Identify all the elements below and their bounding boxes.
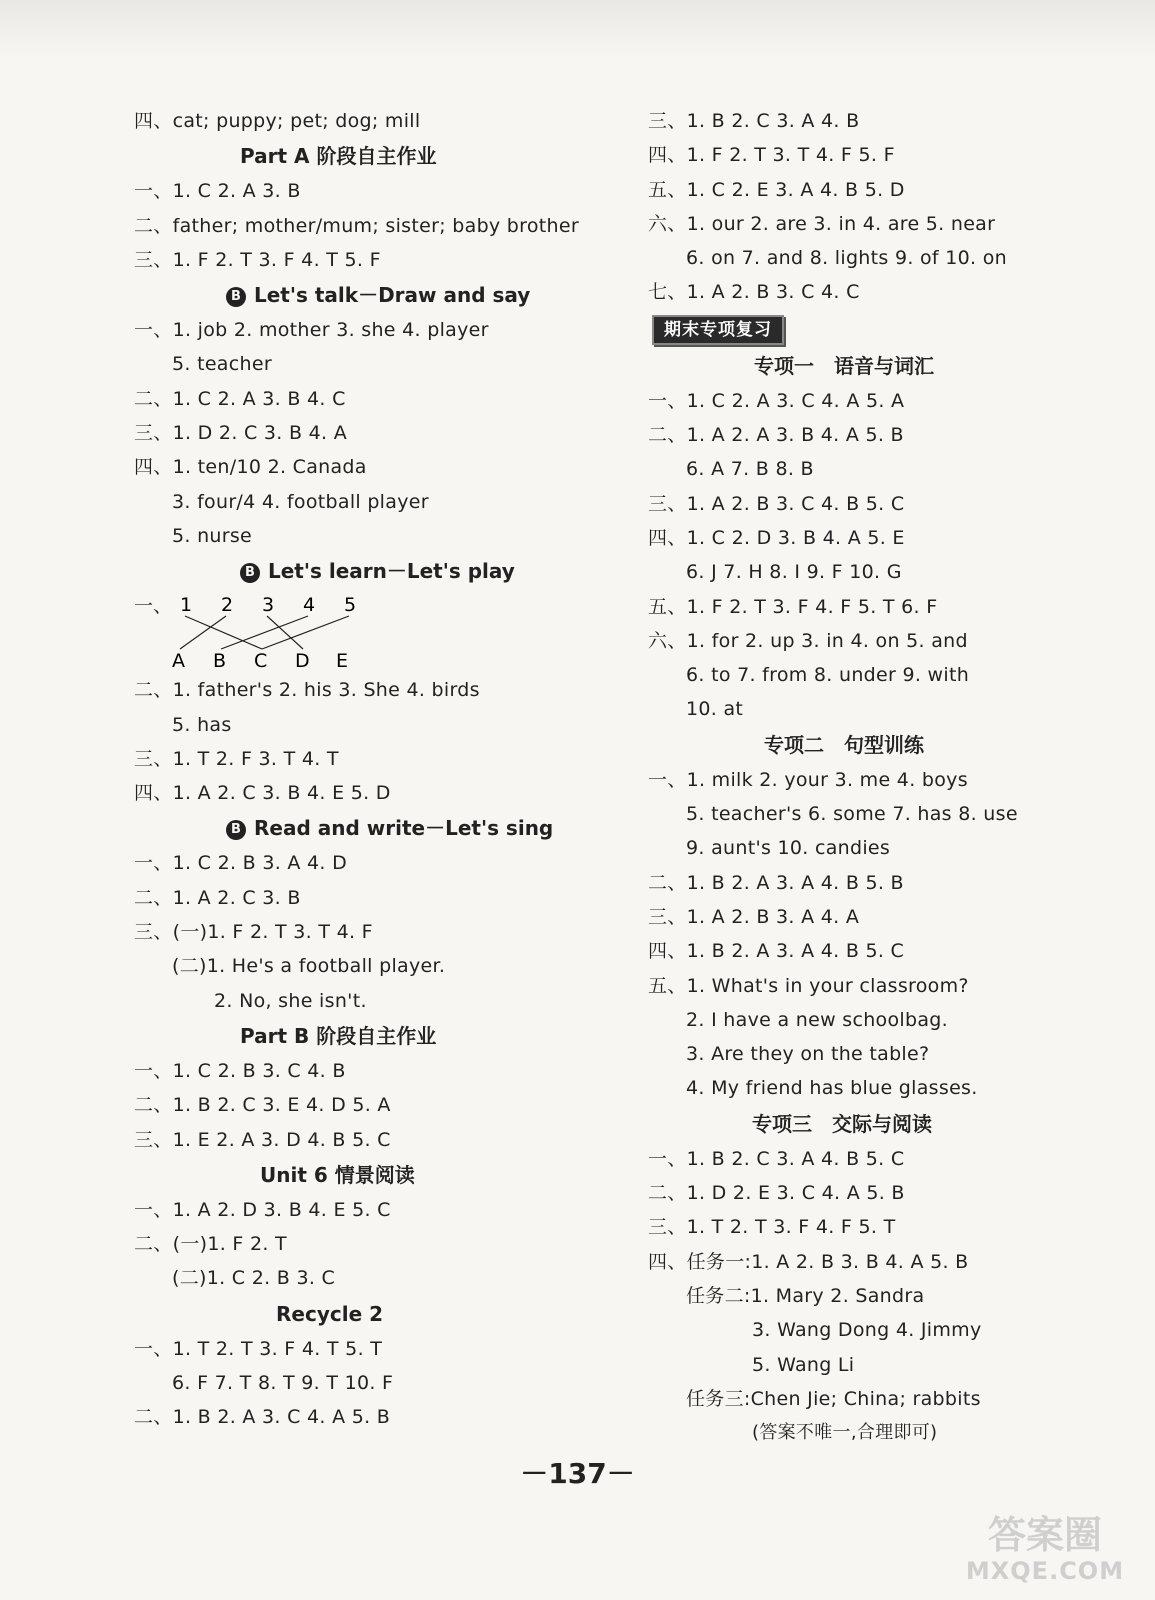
answer-line: 七、1. A 2. B 3. C 4. C (648, 281, 860, 304)
answer-line: 任务三:Chen Jie; China; rabbits (686, 1387, 981, 1410)
answer-line: 一、1. C 2. B 3. A 4. D (134, 852, 348, 875)
answer-line: 五、1. What's in your classroom? (648, 974, 969, 997)
answer-line: 四、1. ten/10 2. Canada (134, 456, 367, 479)
answer-line: 一、1. milk 2. your 3. me 4. boys (648, 768, 968, 791)
section-heading-read-and-write (134, 810, 604, 846)
answer-line: 5. nurse (172, 524, 253, 547)
page-top-shade (0, 0, 1155, 60)
answer-line: 三、1. D 2. C 3. B 4. A (134, 422, 348, 445)
match-letter: E (336, 650, 349, 673)
answer-line: 一、1. B 2. C 3. A 4. B 5. C (648, 1147, 905, 1170)
answer-line: 一、1. job 2. mother 3. she 4. player (134, 319, 489, 342)
answer-line: 五、1. C 2. E 3. A 4. B 5. D (648, 178, 905, 201)
match-line (180, 616, 226, 649)
answer-line: 9. aunt's 10. candies (686, 837, 891, 860)
match-letter: D (295, 650, 310, 673)
answer-line: 3. four/4 4. football player (172, 490, 429, 513)
watermark-logo (955, 1512, 1135, 1592)
answer-line: 四、1. F 2. T 3. T 4. F 5. F (648, 144, 895, 167)
heading-text: Read and write－Let's sing (254, 816, 554, 841)
match-line (262, 616, 349, 649)
answer-line: 二、1. B 2. C 3. E 4. D 5. A (134, 1094, 391, 1117)
section-heading-recycle-2: Recycle 2 (276, 1301, 384, 1326)
match-number: 3 (262, 594, 275, 617)
answer-line: 六、1. for 2. up 3. in 4. on 5. and (648, 629, 968, 652)
answer-line: 四、1. C 2. D 3. B 4. A 5. E (648, 526, 905, 549)
answer-line: 6. to 7. from 8. under 9. with (686, 664, 970, 687)
answer-line: 10. at (686, 698, 744, 721)
answer-line: 任务二:1. Mary 2. Sandra (686, 1284, 925, 1307)
answer-line: 一、1. C 2. B 3. C 4. B (134, 1059, 346, 1082)
matching-diagram (134, 589, 604, 673)
answer-line: (二)1. He's a football player. (172, 955, 446, 978)
match-line (221, 616, 308, 649)
answer-line: 二、(一)1. F 2. T (134, 1233, 287, 1256)
part-b-circle-icon: B (240, 563, 260, 583)
section-heading-lets-learn (134, 553, 604, 589)
answer-line: 二、1. A 2. C 3. B (134, 886, 301, 909)
watermark-bottom-text: MXQE.COM (965, 1557, 1125, 1585)
answer-line: 四、1. A 2. C 3. B 4. E 5. D (134, 782, 391, 805)
answer-line: 三、1. B 2. C 3. A 4. B (648, 110, 860, 132)
answer-line: 二、1. C 2. A 3. B 4. C (134, 387, 346, 410)
match-letter: B (213, 650, 227, 673)
section-heading-special-1: 专项一 语音与词汇 (754, 353, 934, 378)
part-b-circle-icon: B (226, 820, 246, 840)
answer-line: 三、1. A 2. B 3. A 4. A (648, 905, 860, 928)
answer-line: 6. F 7. T 8. T 9. T 10. F (172, 1372, 394, 1395)
section-heading-lets-talk (134, 277, 604, 313)
section-heading-special-2: 专项二 句型训练 (764, 732, 924, 757)
section-heading-part-a: Part A 阶段自主作业 (240, 144, 437, 169)
section-heading-part-b: Part B 阶段自主作业 (240, 1023, 437, 1048)
answer-line: 5. teacher (172, 353, 272, 376)
answer-line: 三、(一)1. F 2. T 3. T 4. F (134, 921, 373, 944)
answer-line: 二、1. B 2. A 3. A 4. B 5. B (648, 871, 904, 894)
answer-line: 3. Wang Dong 4. Jimmy (752, 1319, 982, 1342)
match-number: 2 (221, 594, 234, 617)
answer-line: 二、1. B 2. A 3. C 4. A 5. B (134, 1406, 391, 1429)
answer-line: 四、1. B 2. A 3. A 4. B 5. C (648, 940, 905, 963)
answer-line: 五、1. F 2. T 3. F 4. F 5. T 6. F (648, 595, 938, 618)
section-heading-unit-6: Unit 6 情景阅读 (260, 1162, 415, 1187)
answer-line: 6. A 7. B 8. B (686, 458, 814, 481)
right-column (648, 104, 1118, 1450)
match-line (267, 616, 303, 649)
answer-line: 一、1. C 2. A 3. C 4. A 5. A (648, 389, 905, 412)
answer-line: 6. J 7. H 8. I 9. F 10. G (686, 561, 902, 584)
answer-line: 四、任务一:1. A 2. B 3. B 4. A 5. B (648, 1250, 969, 1273)
answer-line: 二、1. D 2. E 3. C 4. A 5. B (648, 1182, 905, 1205)
section-heading-special-3: 专项三 交际与阅读 (752, 1111, 932, 1136)
match-number: 1 (180, 594, 193, 617)
answer-line: 二、father; mother/mum; sister; baby brother (134, 214, 579, 237)
final-review-badge: 期末专项复习 (652, 315, 784, 345)
matching-lines (170, 589, 370, 673)
answer-line: 一、1. A 2. D 3. B 4. E 5. C (134, 1198, 391, 1221)
heading-text: Let's talk－Draw and say (254, 283, 531, 308)
matching-label: 一、 (134, 595, 173, 618)
part-b-circle-icon: B (226, 287, 246, 307)
answer-line: 二、1. A 2. A 3. B 4. A 5. B (648, 424, 904, 447)
answer-line: 三、1. T 2. F 3. T 4. T (134, 747, 339, 770)
match-line (185, 616, 262, 649)
final-review-badge-row (648, 310, 1118, 348)
match-number: 5 (344, 594, 357, 617)
answer-line: (二)1. C 2. B 3. C (172, 1267, 336, 1290)
answer-line: 5. Wang Li (752, 1353, 855, 1376)
answer-line: 四、cat; puppy; pet; dog; mill (134, 110, 421, 132)
answer-line: 5. teacher's 6. some 7. has 8. use (686, 803, 1018, 826)
answer-line: 5. has (172, 713, 232, 736)
answer-note: (答案不唯一,合理即可) (752, 1422, 938, 1444)
watermark-top-text: 答案圈 (987, 1513, 1102, 1557)
answer-line: 三、1. F 2. T 3. F 4. T 5. F (134, 248, 381, 271)
answer-line: 2. No, she isn't. (214, 989, 367, 1012)
answer-line: 6. on 7. and 8. lights 9. of 10. on (686, 247, 1007, 270)
answer-line: 一、1. T 2. T 3. F 4. T 5. T (134, 1337, 383, 1360)
answer-line: 4. My friend has blue glasses. (686, 1077, 978, 1100)
answer-line: 六、1. our 2. are 3. in 4. are 5. near (648, 212, 996, 235)
answer-line: 三、1. T 2. T 3. F 4. F 5. T (648, 1216, 896, 1239)
match-letter: C (254, 650, 268, 673)
answer-line: 二、1. father's 2. his 3. She 4. birds (134, 679, 480, 702)
answer-line: 三、1. E 2. A 3. D 4. B 5. C (134, 1128, 391, 1151)
left-column (134, 104, 604, 1435)
match-letter: A (172, 650, 185, 673)
match-number: 4 (303, 594, 316, 617)
answer-line: 一、1. C 2. A 3. B (134, 180, 301, 203)
page-number: －137－ (520, 1457, 635, 1490)
answer-line: 三、1. A 2. B 3. C 4. B 5. C (648, 492, 905, 515)
heading-text: Let's learn－Let's play (268, 559, 515, 584)
answer-line: 3. Are they on the table? (686, 1043, 930, 1066)
answer-line: 2. I have a new schoolbag. (686, 1008, 948, 1031)
